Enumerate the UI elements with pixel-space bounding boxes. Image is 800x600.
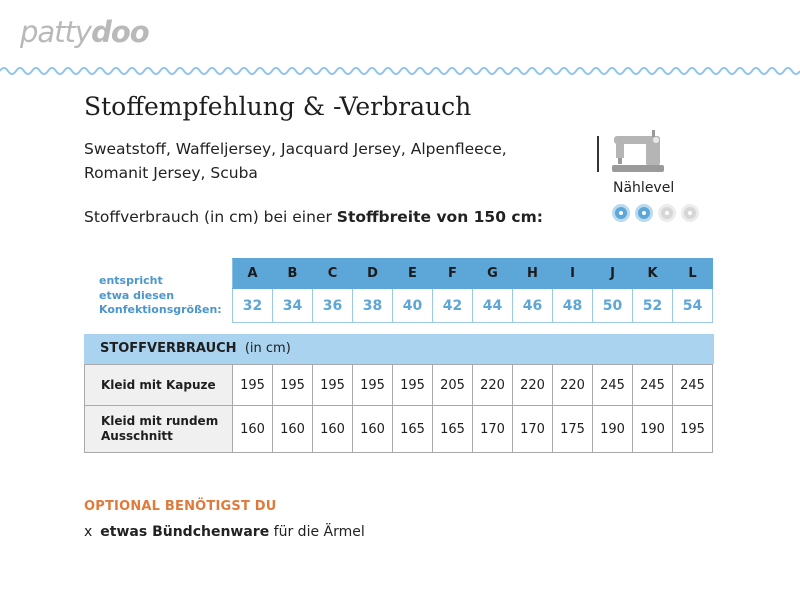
table-cell: 160: [273, 406, 313, 453]
size-note-line-2: etwa diesen: [99, 288, 175, 302]
size-letter: L: [673, 259, 713, 289]
logo-part-1: patty: [20, 15, 92, 49]
level-button-1: [612, 204, 630, 222]
size-letter: C: [313, 259, 353, 289]
row-label-line-1: Kleid mit rundem: [101, 414, 219, 428]
table-cell: 160: [313, 406, 353, 453]
fabric-width-note: [84, 208, 543, 226]
size-number: 50: [593, 289, 633, 323]
consumption-header-bold: STOFFVERBRAUCH: [100, 341, 237, 356]
bullet-x: x: [84, 524, 93, 540]
consumption-table-header: [84, 334, 714, 364]
sewing-machine-icon: [612, 130, 664, 174]
size-number: 54: [673, 289, 713, 323]
table-cell: 170: [473, 406, 513, 453]
table-cell: 195: [673, 406, 713, 453]
level-button-4: [681, 204, 699, 222]
size-letter: K: [633, 259, 673, 289]
table-cell: 220: [553, 365, 593, 406]
table-cell: 245: [593, 365, 633, 406]
row-label: Kleid mit Kapuze: [85, 365, 233, 406]
sewing-level-label: Nählevel: [613, 180, 675, 196]
level-button-3: [658, 204, 676, 222]
page-title: Stoffempfehlung & -Verbrauch: [84, 92, 472, 121]
size-number: 32: [233, 289, 273, 323]
table-cell: 165: [393, 406, 433, 453]
row-label: [85, 406, 233, 453]
table-cell: 190: [593, 406, 633, 453]
size-letter: D: [353, 259, 393, 289]
size-number: 34: [273, 289, 313, 323]
size-letter: A: [233, 259, 273, 289]
table-cell: 195: [353, 365, 393, 406]
optional-title: OPTIONAL BENÖTIGST DU: [84, 499, 277, 514]
fabric-line-2: Romanit Jersey, Scuba: [84, 164, 258, 182]
table-cell: 160: [233, 406, 273, 453]
size-letter: J: [593, 259, 633, 289]
size-number: 46: [513, 289, 553, 323]
table-cell: 165: [433, 406, 473, 453]
size-letter: B: [273, 259, 313, 289]
size-note: [99, 274, 222, 318]
table-row: [85, 365, 713, 406]
table-cell: 205: [433, 365, 473, 406]
fabric-width-prefix: Stoffverbrauch (in cm) bei einer: [84, 208, 337, 226]
table-cell: 195: [273, 365, 313, 406]
size-letter: G: [473, 259, 513, 289]
size-table: [232, 258, 713, 323]
size-number: 42: [433, 289, 473, 323]
size-number: 38: [353, 289, 393, 323]
level-divider: [597, 136, 599, 172]
table-cell: 195: [313, 365, 353, 406]
table-cell: 175: [553, 406, 593, 453]
table-row: [85, 406, 713, 453]
table-cell: 195: [233, 365, 273, 406]
table-cell: 220: [513, 365, 553, 406]
optional-item: [84, 524, 365, 540]
size-letter: I: [553, 259, 593, 289]
logo-part-2: doo: [91, 15, 149, 49]
size-letter: H: [513, 259, 553, 289]
fabric-width-bold: Stoffbreite von 150 cm:: [336, 208, 543, 226]
size-number: 44: [473, 289, 513, 323]
size-letter: F: [433, 259, 473, 289]
table-cell: 195: [393, 365, 433, 406]
table-cell: 160: [353, 406, 393, 453]
size-number: 36: [313, 289, 353, 323]
size-number: 40: [393, 289, 433, 323]
size-number: 48: [553, 289, 593, 323]
level-button-2: [635, 204, 653, 222]
consumption-header-unit: (in cm): [244, 341, 291, 356]
size-number: 52: [633, 289, 673, 323]
size-letter-row: [233, 259, 713, 289]
table-cell: 220: [473, 365, 513, 406]
table-cell: 245: [633, 365, 673, 406]
wave-divider: [0, 64, 800, 78]
brand-logo: [20, 15, 149, 49]
table-cell: 190: [633, 406, 673, 453]
optional-item-rest: für die Ärmel: [269, 524, 365, 540]
size-letter: E: [393, 259, 433, 289]
size-number-row: [233, 289, 713, 323]
size-note-line-1: entspricht: [99, 274, 163, 287]
consumption-table: [84, 364, 713, 453]
fabric-line-1: Sweatstoff, Waffeljersey, Jacquard Jersey, Alpenfleece,: [84, 140, 507, 158]
row-label-line-2: Ausschnitt: [101, 429, 173, 443]
size-note-line-3: Konfektionsgrößen:: [99, 303, 222, 316]
table-cell: 170: [513, 406, 553, 453]
fabric-recommendation: [84, 137, 574, 185]
optional-item-bold: etwas Bündchenware: [100, 524, 270, 540]
sewing-level-rating: [612, 204, 699, 222]
table-cell: 245: [673, 365, 713, 406]
